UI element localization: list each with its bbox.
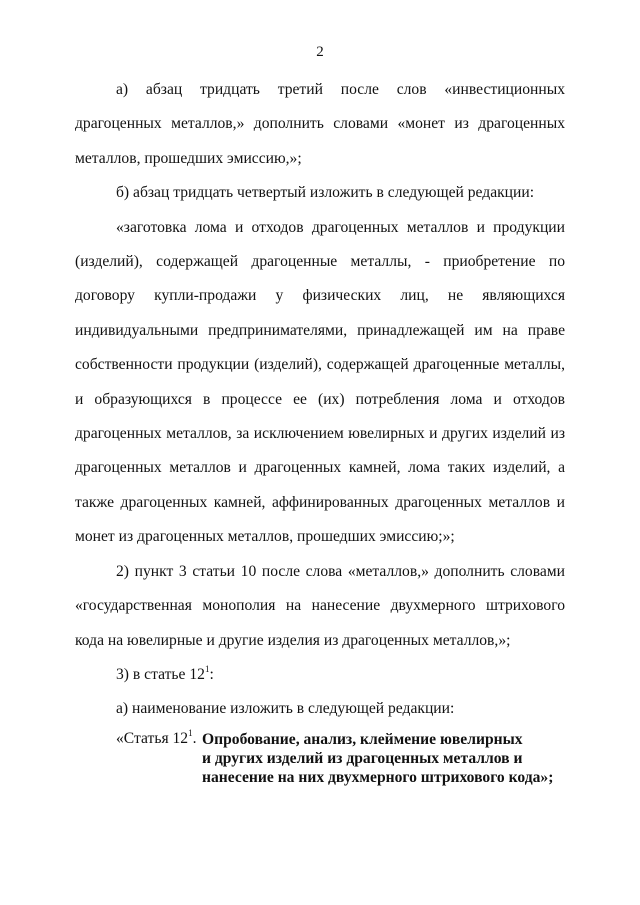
item3-superscript: 1 bbox=[204, 663, 210, 674]
paragraph-item-2: 2) пункт 3 статьи 10 после слова «металлов,» дополнить словами «государственная монополия на нанесение двухмерного штрихового кода на ювелирные и другие изделия из драгоценных металлов,»; bbox=[75, 562, 565, 649]
article-title-line-1: Опробование, анализ, клеймение ювелирных bbox=[202, 730, 523, 748]
article-title-line-2: и других изделий из драгоценных металлов и bbox=[202, 749, 523, 767]
paragraph-definition: «заготовка лома и отходов драгоценных металлов и продукции (изделий), содержащей драгоценные металлы, - приобретение по договору купли-продажи у физических лиц, не являющихся индивидуальными предпринимателями, принадлежащей им на праве собственности продукции (изделий), содержащей драгоценные металлы, и образующихся в процессе ее (их) потребления лома и отходов драгоценных металлов, за исключением ювелирных и других изделий из драгоценных металлов и драгоценных камней, лома таких изделий, а также драгоценных камней, аффинированных драгоценных металлов и монет из драгоценных металлов, прошедших эмиссию;»; bbox=[75, 218, 565, 546]
paragraph-b-subitem: б) абзац тридцать четвертый изложить в следующей редакции: bbox=[116, 184, 535, 202]
page-number: 2 bbox=[316, 44, 324, 60]
paragraph-item-3a: а) наименование изложить в следующей редакции: bbox=[116, 700, 455, 718]
article-heading-prefix bbox=[75, 729, 202, 787]
document-body bbox=[75, 73, 565, 787]
article-superscript: 1 bbox=[188, 727, 193, 738]
article-label: «Статья 12 bbox=[116, 729, 189, 747]
article-title-line-3: нанесение на них двухмерного штрихового кода»; bbox=[202, 768, 554, 786]
paragraph-a-subitem: а) абзац тридцать третий после слов «инвестиционных драгоценных металлов,» дополнить словами «монет из драгоценных металлов, прошедших эмиссию,»; bbox=[75, 81, 565, 167]
article-heading bbox=[75, 729, 565, 787]
paragraph-item-3 bbox=[75, 658, 565, 692]
item3-text: 3) в статье 12 bbox=[116, 665, 205, 683]
article-label-suffix: . bbox=[192, 729, 197, 747]
item3-suffix: : bbox=[209, 665, 214, 683]
article-title bbox=[202, 729, 553, 787]
